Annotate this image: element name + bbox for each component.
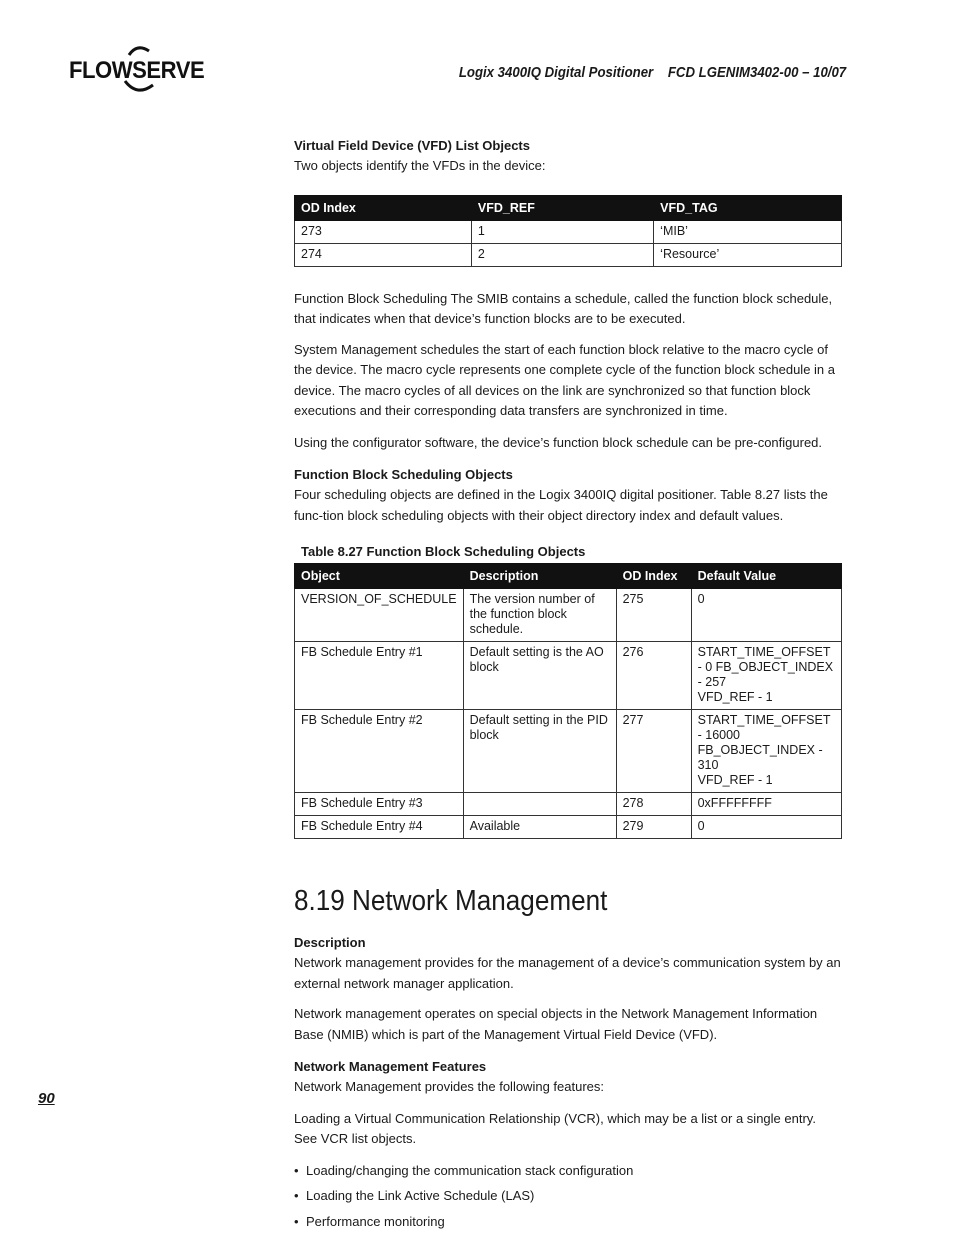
- table-cell: The version number of the function block schedule.: [463, 589, 616, 642]
- page-content: [294, 136, 842, 1237]
- logo-text: FLOWSERVE: [69, 57, 205, 84]
- table-header-row: [295, 195, 842, 220]
- features-heading: Network Management Features: [294, 1059, 487, 1074]
- table-row: [295, 642, 842, 710]
- paragraph: Network management provides for the management of a device’s communication system by an external network manager application.: [294, 955, 841, 991]
- table-cell: Default setting in the PID block: [463, 710, 616, 793]
- column-header: VFD_REF: [471, 195, 653, 220]
- table-cell: 0: [691, 589, 841, 642]
- table-cell: 0: [691, 816, 841, 839]
- description-heading: Description: [294, 935, 366, 950]
- list-item: • Loading/changing the communication stack configuration: [294, 1161, 842, 1181]
- feature-list: [294, 1161, 842, 1232]
- paragraph: Using the configurator software, the device’s function block schedule can be pre-configured.: [294, 434, 823, 450]
- table-caption: Table 8.27 Function Block Scheduling Objects: [301, 544, 586, 559]
- table-cell: 2: [471, 243, 653, 266]
- table-cell: FB Schedule Entry #4: [295, 816, 464, 839]
- list-item: • Performance monitoring: [294, 1212, 842, 1232]
- table-cell: FB Schedule Entry #3: [295, 793, 464, 816]
- table-cell: ‘MIB’: [654, 220, 842, 243]
- table-row: [295, 220, 842, 243]
- paragraph: Function Block Scheduling The SMIB contains a schedule, called the function block schedule, that indicates when that device’s function blocks are to be executed.: [294, 290, 833, 326]
- table-cell: 0xFFFFFFFF: [691, 793, 841, 816]
- table-cell: 273: [295, 220, 472, 243]
- column-header: Default Value: [691, 564, 841, 589]
- table-cell: 275: [616, 589, 691, 642]
- table-cell: FB Schedule Entry #2: [295, 710, 464, 793]
- table-cell: START_TIME_OFFSET - 16000 FB_OBJECT_INDEX - 310 VFD_REF - 1: [691, 710, 841, 793]
- page-number: 90: [38, 1090, 55, 1107]
- column-header: Object: [295, 564, 464, 589]
- table-cell: 279: [616, 816, 691, 839]
- document-header-title: Logix 3400IQ Digital Positioner FCD LGENIM3402-00 – 10/07: [458, 64, 846, 81]
- table-cell: START_TIME_OFFSET - 0 FB_OBJECT_INDEX - 257 VFD_REF - 1: [691, 642, 841, 710]
- fbso-intro: Four scheduling objects are defined in the Logix 3400IQ digital positioner. Table 8.27 lists the func-tion block scheduling objects with their object directory index and default values.: [294, 487, 828, 523]
- column-header: VFD_TAG: [654, 195, 842, 220]
- list-item: • Loading the Link Active Schedule (LAS): [294, 1186, 842, 1206]
- fb-scheduling-table: [294, 563, 842, 839]
- table-cell: VERSION_OF_SCHEDULE: [295, 589, 464, 642]
- table-row: [295, 816, 842, 839]
- features-intro: Network Management provides the following features:: [294, 1079, 604, 1094]
- table-cell: [463, 793, 616, 816]
- table-cell: 278: [616, 793, 691, 816]
- table-cell: Default setting is the AO block: [463, 642, 616, 710]
- flowserve-logo: [69, 43, 205, 95]
- features-paragraph: Loading a Virtual Communication Relationship (VCR), which may be a list or a single entry. See VCR list objects.: [294, 1110, 816, 1146]
- paragraph: Network management operates on special objects in the Network Management Information Base (NMIB) which is part of the Management Virtual Field Device (VFD).: [294, 1006, 818, 1042]
- table-row: [295, 243, 842, 266]
- table-cell: 274: [295, 243, 472, 266]
- vfd-heading: Virtual Field Device (VFD) List Objects: [294, 138, 530, 153]
- section-title: 8.19 Network Management: [294, 885, 608, 917]
- fbso-heading: Function Block Scheduling Objects: [294, 467, 513, 482]
- column-header: OD Index: [616, 564, 691, 589]
- table-cell: 1: [471, 220, 653, 243]
- table-cell: FB Schedule Entry #1: [295, 642, 464, 710]
- table-cell: ‘Resource’: [654, 243, 842, 266]
- table-row: [295, 793, 842, 816]
- table-header-row: [295, 564, 842, 589]
- paragraph: System Management schedules the start of each function block relative to the macro cycle of the device. The macro cycle represents one complete cycle of the function block schedule in a device. The macro cycles of all devices on the link are synchronized so that function block executions and their corresponding data transfers are synchronized in time.: [294, 341, 835, 418]
- table-cell: 276: [616, 642, 691, 710]
- table-row: [295, 589, 842, 642]
- table-row: [295, 710, 842, 793]
- table-cell: 277: [616, 710, 691, 793]
- vfd-table: [294, 195, 842, 267]
- table-cell: Available: [463, 816, 616, 839]
- column-header: Description: [463, 564, 616, 589]
- vfd-intro: Two objects identify the VFDs in the device:: [294, 158, 546, 173]
- column-header: OD Index: [295, 195, 472, 220]
